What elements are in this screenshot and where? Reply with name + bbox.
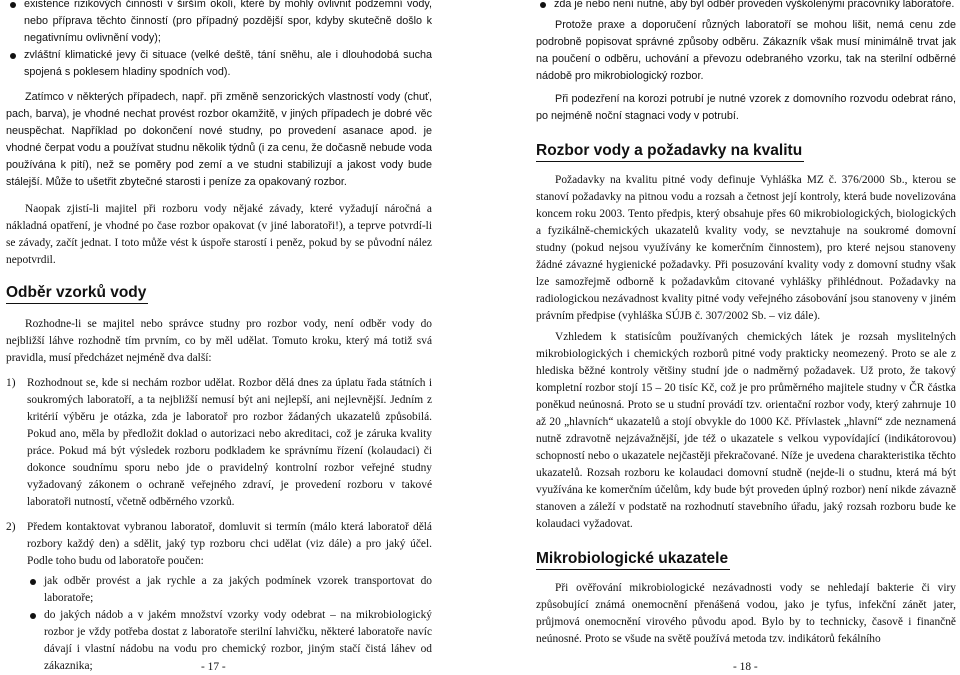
bullet-icon	[30, 613, 36, 619]
list-item: zda je nebo není nutné, aby byl odběr proveden vyškolenými pracovníky laboratoře.	[536, 0, 956, 13]
section-heading-wrap	[536, 549, 956, 570]
numbered-item: 1) Rozhodnout se, kde si nechám rozbor udělat. Rozbor dělá dnes za úplatu řada státních i soukromých laboratoří, a ta nejbližší nemusí být ani nejlepší, ani nejlevnější. Jedním z kritérií výběru je otázka, zda je laboratoř pro rozbor žádaných ukazatelů způsobilá. Pokud ano, měla by předložit doklad o autorizaci nebo akreditaci, což je záruka kvality práce. Pokud má být výsledek rozboru podkladem ke správnímu řízení (kolaudaci) či dokonce soudnímu sporu nebo jde o pravidelný kontrolní rozbor veřejné studny vyžadovaný zákonem o ochraně veřejného zdraví, je provedení rozboru v takové laboratoři nutností, včetně odběrného vzorků.	[6, 377, 432, 508]
bullet-icon	[540, 2, 546, 8]
page-number: - 18 -	[733, 661, 758, 673]
paragraph: Rozhodne-li se majitel nebo správce studny pro rozbor vody, není odběr vody do nejbližší láhve rozhodně tím prvním, co by měl udělat. Tomuto kroku, který má totiž svá pravidla, musí předcházet nejméně dva další:	[6, 318, 432, 364]
paragraph: Protože praxe a doporučení různých laboratoří se mohou lišit, nemá cenu zde podrobně popisovat správné způsoby odběru. Zákazník však musí minimálně trvat jak na poučení o odběru, uchování a převozu odebraného vzorku, tak na sterilní odběrné nádobě pro mikrobiologický rozbor.	[536, 19, 956, 82]
section-heading-wrap	[6, 283, 432, 304]
right-page	[536, 0, 956, 648]
paragraph: Při podezření na korozi potrubí je nutné vzorek z domovního rozvodu odebrat ráno, po nejméně noční stagnaci vody v potrubí.	[536, 93, 956, 122]
list-item: existence rizikových činností v širším okolí, které by mohly ovlivnit podzemní vody, nebo příprava těchto činností (pro případný pozdější spor, kdyby skutečně došlo k negativnímu ovlivnění vody);	[6, 0, 432, 47]
section-heading-wrap	[536, 141, 956, 162]
bullet-icon	[30, 579, 36, 585]
section-heading: Odběr vzorků vody	[6, 283, 148, 304]
paragraph: Požadavky na kvalitu pitné vody definuje Vyhláška MZ č. 376/2000 Sb., kterou se stanoví požadavky na pitnou vodu a rozsah a četnost její kontroly, která bude novelizována koncem roku 2003. Tento předpis, který obsahuje přes 60 mikrobiologických, biologických a fyzikálně-chemických ukazatelů kvality vody, se nevztahuje na soukromé domovní studny (pokud nejsou využívány ke komerčním činnostem), pro které nejsou stanoveny žádné závazné hygienické požadavky. Při posuzování kvality vody z domovní studny však lze samozřejmě odborně k požadavkům citované vyhlášky přihlédnout. Požadavky na radiologickou nezávadnost kvality pitné vody veřejného zásobování jsou stanoveny v jiném právním předpise (vyhláška SÚJB č. 307/2002 Sb. – viz dále).	[536, 174, 956, 322]
numbered-item: 2) Předem kontaktovat vybranou laboratoř, domluvit si termín (málo která laboratoř dělá rozbory každý den) a sdělit, jaký typ rozboru chci udělat (viz dále) a pro jaký účel. Podle toho budu od laboratoře poučen:	[6, 521, 432, 567]
paragraph: Zatímco v některých případech, např. při změně senzorických vlastností vody (chuť, pach, barva), je vhodné nechat provést rozbor okamžitě, v jiných případech je dobré věc neuspěchat. Například po dokončení nové studny, po provedení asanace apod. je vhodné čerpat vodu a používat studnu několik týdnů (i za cenu, že dočasně nebude voda používána k pití), než se poměry pod zemí a ve studni stabilizují a jakost vody bude stálejší. Může to ušetřit zbytečné starosti i peníze za opakovaný rozbor.	[6, 91, 432, 188]
section-heading: Rozbor vody a požadavky na kvalitu	[536, 141, 804, 162]
list-item: do jakých nádob a v jakém množství vzorky vody odebrat – na mikrobiologický rozbor je vždy potřeba dostat z laboratoře sterilní lahvičku, některé laboratoře navíc dávají i vlastní nádobu na vodu pro chemický rozbor, jiným stačí čistá láhev od zákaznika;	[6, 607, 432, 675]
paragraph: Vzhledem k statisícům používaných chemických látek je rozsah myslitelných mikrobiologických i chemických rozborů pitné vody prakticky neomezený. Proto se ale z hlediska běžné kontroly většiny studní jde o nadměrný požadavek. Už proto, že takový kompletní rozbor stojí 15 – 20 tisíc Kč, což je pro průměrného majitele studny v ČR částka poněkud neúnosná. Proto se u studní provádí tzv. orientační rozbor vody, který zahrnuje 10 až 20 „hlavních“ ukazatelů a stojí obvykle do 1000 Kč. Přívlastek „hlavní“ zde neznamená nutně zdravotně nejzávažnější, jde též o ukazatele s velkou vypovídající (indikátorovou) schopností nebo o ukazatele nejčastěji překračované. Níže je uvedena charakteristika těchto ukazatelů. Rozsah rozboru ke kolaudaci domovní studně (nejde-li o studnu, která má být využívána ke komerčním účelům, kdy bude být proveden úplný rozbor) není nikde závazně stanoven a záleží v podstatě na rozhodnutí stavebního úřadu, jaký rozsah rozboru bude ke kolaudaci vyžadovat.	[536, 331, 956, 530]
bullet-icon	[10, 53, 16, 59]
list-item: zvláštní klimatické jevy či situace (velké deště, tání sněhu, ale i dlouhodobá sucha spojená s poklesem hladiny spodních vod).	[6, 47, 432, 81]
paragraph: Při ověřování mikrobiologické nezávadnosti vody se nehledají bakterie či viry způsobující známá onemocnění přenášená vodou, jako je tyfus, infekční zánět jater, průjmová onemocnění virového původu apod. Bylo by to technicky, časově i finančně neúnosné. Proto se všude na světě používá metoda tzv. indikátorů fekálního	[536, 582, 956, 645]
bullet-icon	[10, 2, 16, 8]
paragraph: Naopak zjistí-li majitel při rozboru vody nějaké závady, které vyžadují náročná a nákladná opatření, je vhodné po čase rozbor opakovat (v jiné laboratoři!), a teprve potvrdí-li se závady, začít jednat. I toto může vést k úspoře starostí i peněz, pokud by se původní nález nepotvrdil.	[6, 203, 432, 266]
page-number: - 17 -	[201, 661, 226, 673]
left-page	[6, 0, 432, 675]
list-item: jak odběr provést a jak rychle a za jakých podmínek vzorek transportovat do laboratoře;	[6, 573, 432, 607]
section-heading: Mikrobiologické ukazatele	[536, 549, 730, 570]
